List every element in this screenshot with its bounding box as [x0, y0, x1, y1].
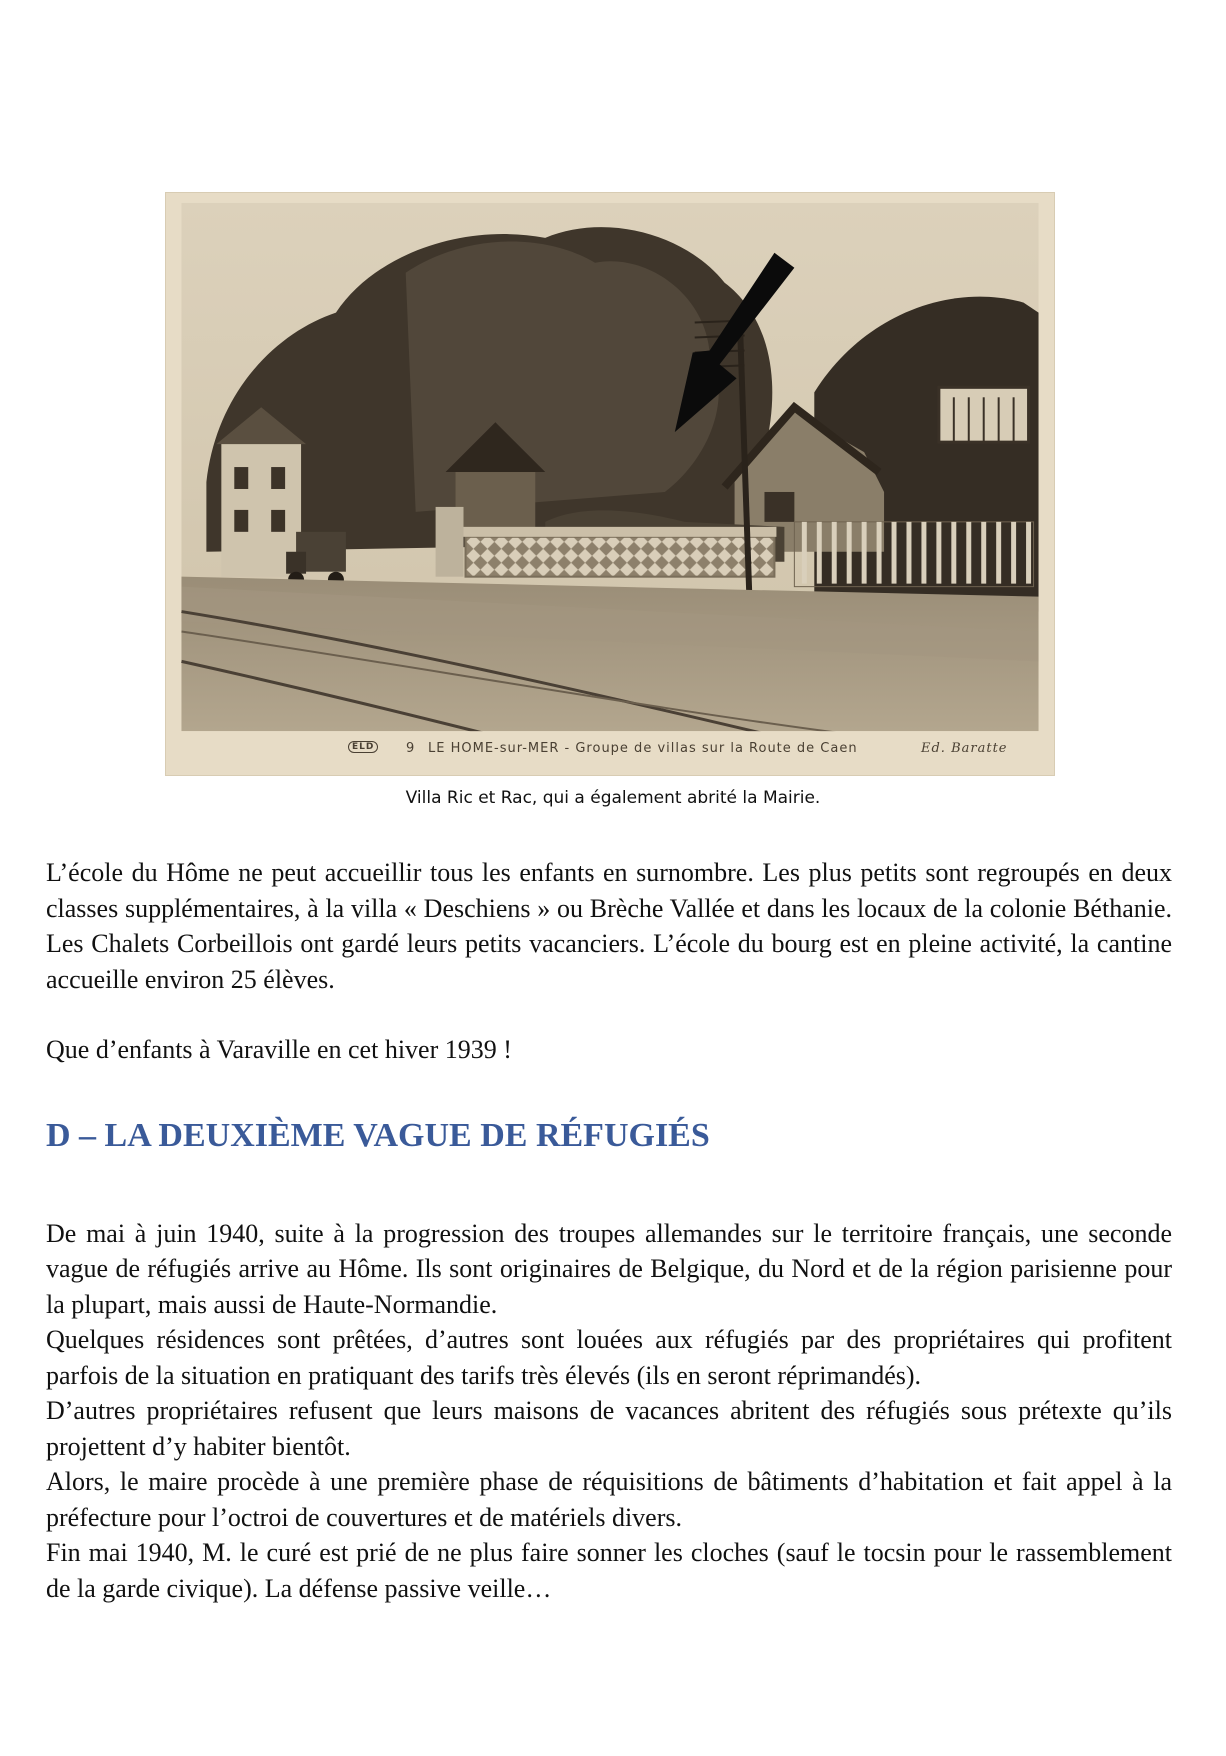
card-publisher: Ed. Baratte	[921, 741, 1008, 756]
card-number: 9	[406, 741, 416, 756]
paragraph: D’autres propriétaires refusent que leurs maisons de vacances abritent des réfugiés sous prétexte qu’ils projettent d’y habiter bientôt.	[46, 1396, 1172, 1461]
section-heading: D – LA DEUXIÈME VAGUE DE RÉFUGIÉS	[46, 1116, 710, 1154]
paragraph: Que d’enfants à Varaville en cet hiver 1939 !	[46, 1035, 512, 1064]
photo-caption: Villa Ric et Rac, qui a également abrité la Mairie.	[405, 788, 821, 808]
postcard-label	[166, 737, 1054, 765]
paragraph: Fin mai 1940, M. le curé est prié de ne plus faire sonner les cloches (sauf le tocsin pour le rassemblement de la garde civique). La défense passive veille…	[46, 1538, 1172, 1603]
paragraph: Quelques résidences sont prêtées, d’autres sont louées aux réfugiés par des propriétaires qui profitent parfois de la situation en pratiquant des tarifs très élevés (ils en seront réprimandés).	[46, 1325, 1172, 1390]
publisher-logo: ELD	[348, 741, 378, 753]
paragraph: L’école du Hôme ne peut accueillir tous les enfants en surnombre. Les plus petits sont regroupés en deux classes supplémentaires, à la villa « Deschiens » ou Brèche Vallée et dans les locaux de la colonie Béthanie. Les Chalets Corbeillois ont gardé leurs petits vacanciers. L’école du bourg est en pleine activité, la cantine accueille environ 25 élèves.	[46, 858, 1172, 994]
postcard-photo	[165, 192, 1055, 776]
card-title: LE HOME-sur-MER - Groupe de villas sur la Route de Caen	[428, 741, 858, 756]
body-text	[46, 855, 1172, 1606]
paragraph: De mai à juin 1940, suite à la progression des troupes allemandes sur le territoire français, une seconde vague de réfugiés arrive au Hôme. Ils sont originaires de Belgique, du Nord et de la région parisienne pour la plupart, mais aussi de Haute-Normandie.	[46, 1218, 1172, 1319]
paragraph: Alors, le maire procède à une première phase de réquisitions de bâtiments d’habitation et fait appel à la préfecture pour l’octroi de couvertures et de matériels divers.	[46, 1467, 1172, 1532]
